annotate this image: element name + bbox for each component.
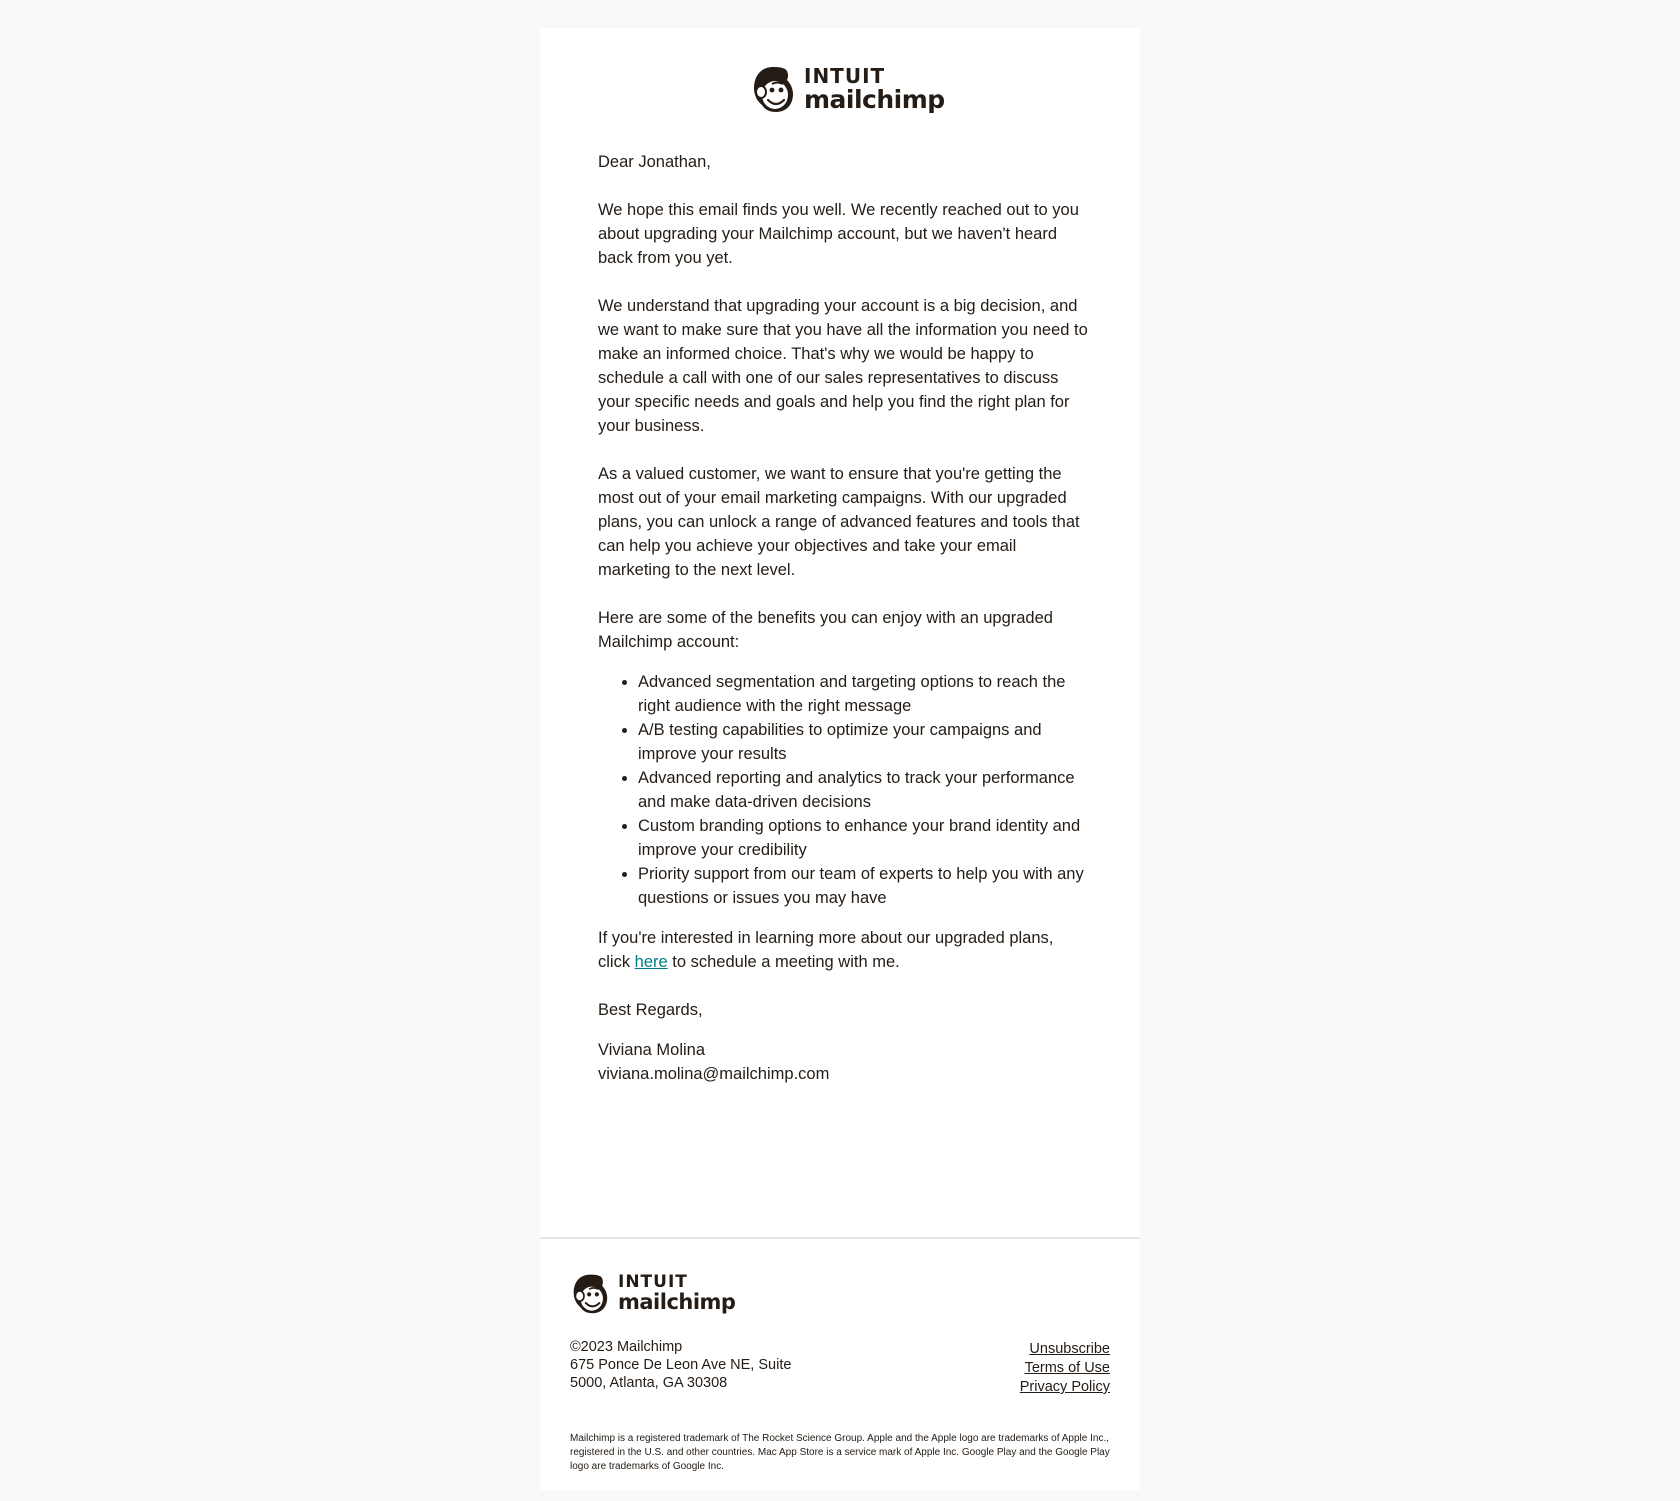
list-item: • Priority support from our team of experts to help you with any questions or issues you may have <box>638 862 1088 910</box>
list-item: • Advanced segmentation and targeting options to reach the right audience with the right message <box>638 670 1088 718</box>
sender-email: viviana.molina@mailchimp.com <box>598 1065 830 1083</box>
freddie-monkey-icon <box>750 64 796 114</box>
schedule-meeting-link[interactable]: here <box>634 953 668 971</box>
closing: Best Regards, <box>598 1001 703 1019</box>
company-address <box>570 1338 810 1392</box>
footer-links <box>1020 1340 1110 1397</box>
email-body <box>598 150 1088 1086</box>
freddie-monkey-icon <box>570 1272 610 1315</box>
address-line-1: 675 Ponce De Leon Ave NE, Suite <box>570 1357 792 1373</box>
cta-paragraph <box>598 926 1088 974</box>
footer-divider <box>540 1237 1140 1239</box>
email-card <box>540 28 1140 1490</box>
footer-mailchimp-logo[interactable] <box>570 1272 735 1315</box>
mailchimp-logo[interactable] <box>750 64 945 114</box>
paragraph-followup: We hope this email finds you well. We recently reached out to you about upgrading your Mailchimp account, but we haven't heard back from you yet. <box>598 201 1079 267</box>
list-item: • A/B testing capabilities to optimize your campaigns and improve your results <box>638 718 1088 766</box>
cta-text-before: If you're interested in learning more about our upgraded plans, click <box>598 929 1054 971</box>
paragraph-benefits-intro: Here are some of the benefits you can enjoy with an upgraded Mailchimp account: <box>598 609 1053 651</box>
footer-logo-mailchimp-text: mailchimp <box>618 1290 736 1314</box>
unsubscribe-link[interactable]: Unsubscribe <box>1029 1341 1110 1357</box>
cta-text-after: to schedule a meeting with me. <box>667 953 900 971</box>
benefits-list <box>598 670 1088 910</box>
paragraph-value: As a valued customer, we want to ensure that you're getting the most out of your email marketing campaigns. With our upgraded plans, you can unlock a range of advanced features and tools that can help you achieve your objectives and take your email marketing to the next level. <box>598 465 1080 579</box>
privacy-policy-link[interactable]: Privacy Policy <box>1019 1379 1110 1395</box>
greeting: Dear Jonathan, <box>598 153 711 171</box>
sender-name: Viviana Molina <box>598 1041 706 1059</box>
footer-logo-intuit-text: INTUIT <box>618 1272 688 1292</box>
list-item: • Advanced reporting and analytics to track your performance and make data-driven decisions <box>638 766 1088 814</box>
terms-of-use-link[interactable]: Terms of Use <box>1024 1360 1110 1376</box>
logo-intuit-text: INTUIT <box>804 64 886 88</box>
copyright: ©2023 Mailchimp <box>570 1339 683 1355</box>
logo-mailchimp-text: mailchimp <box>804 85 945 114</box>
list-item: • Custom branding options to enhance your brand identity and improve your credibility <box>638 814 1088 862</box>
legal-disclaimer: Mailchimp is a registered trademark of The Rocket Science Group. Apple and the Apple logo are trademarks of Apple Inc., registered in the U.S. and other countries. Mac App Store is a service mark of Apple Inc. Google Play and the Google Play logo are trademarks of Google Inc. <box>570 1433 1110 1472</box>
paragraph-decision: We understand that upgrading your account is a big decision, and we want to make sure that you have all the information you need to make an informed choice. That's why we would be happy to schedule a call with one of our sales representatives to discuss your specific needs and goals and help you find the right plan for your business. <box>598 297 1088 435</box>
address-line-2: 5000, Atlanta, GA 30308 <box>570 1375 728 1391</box>
